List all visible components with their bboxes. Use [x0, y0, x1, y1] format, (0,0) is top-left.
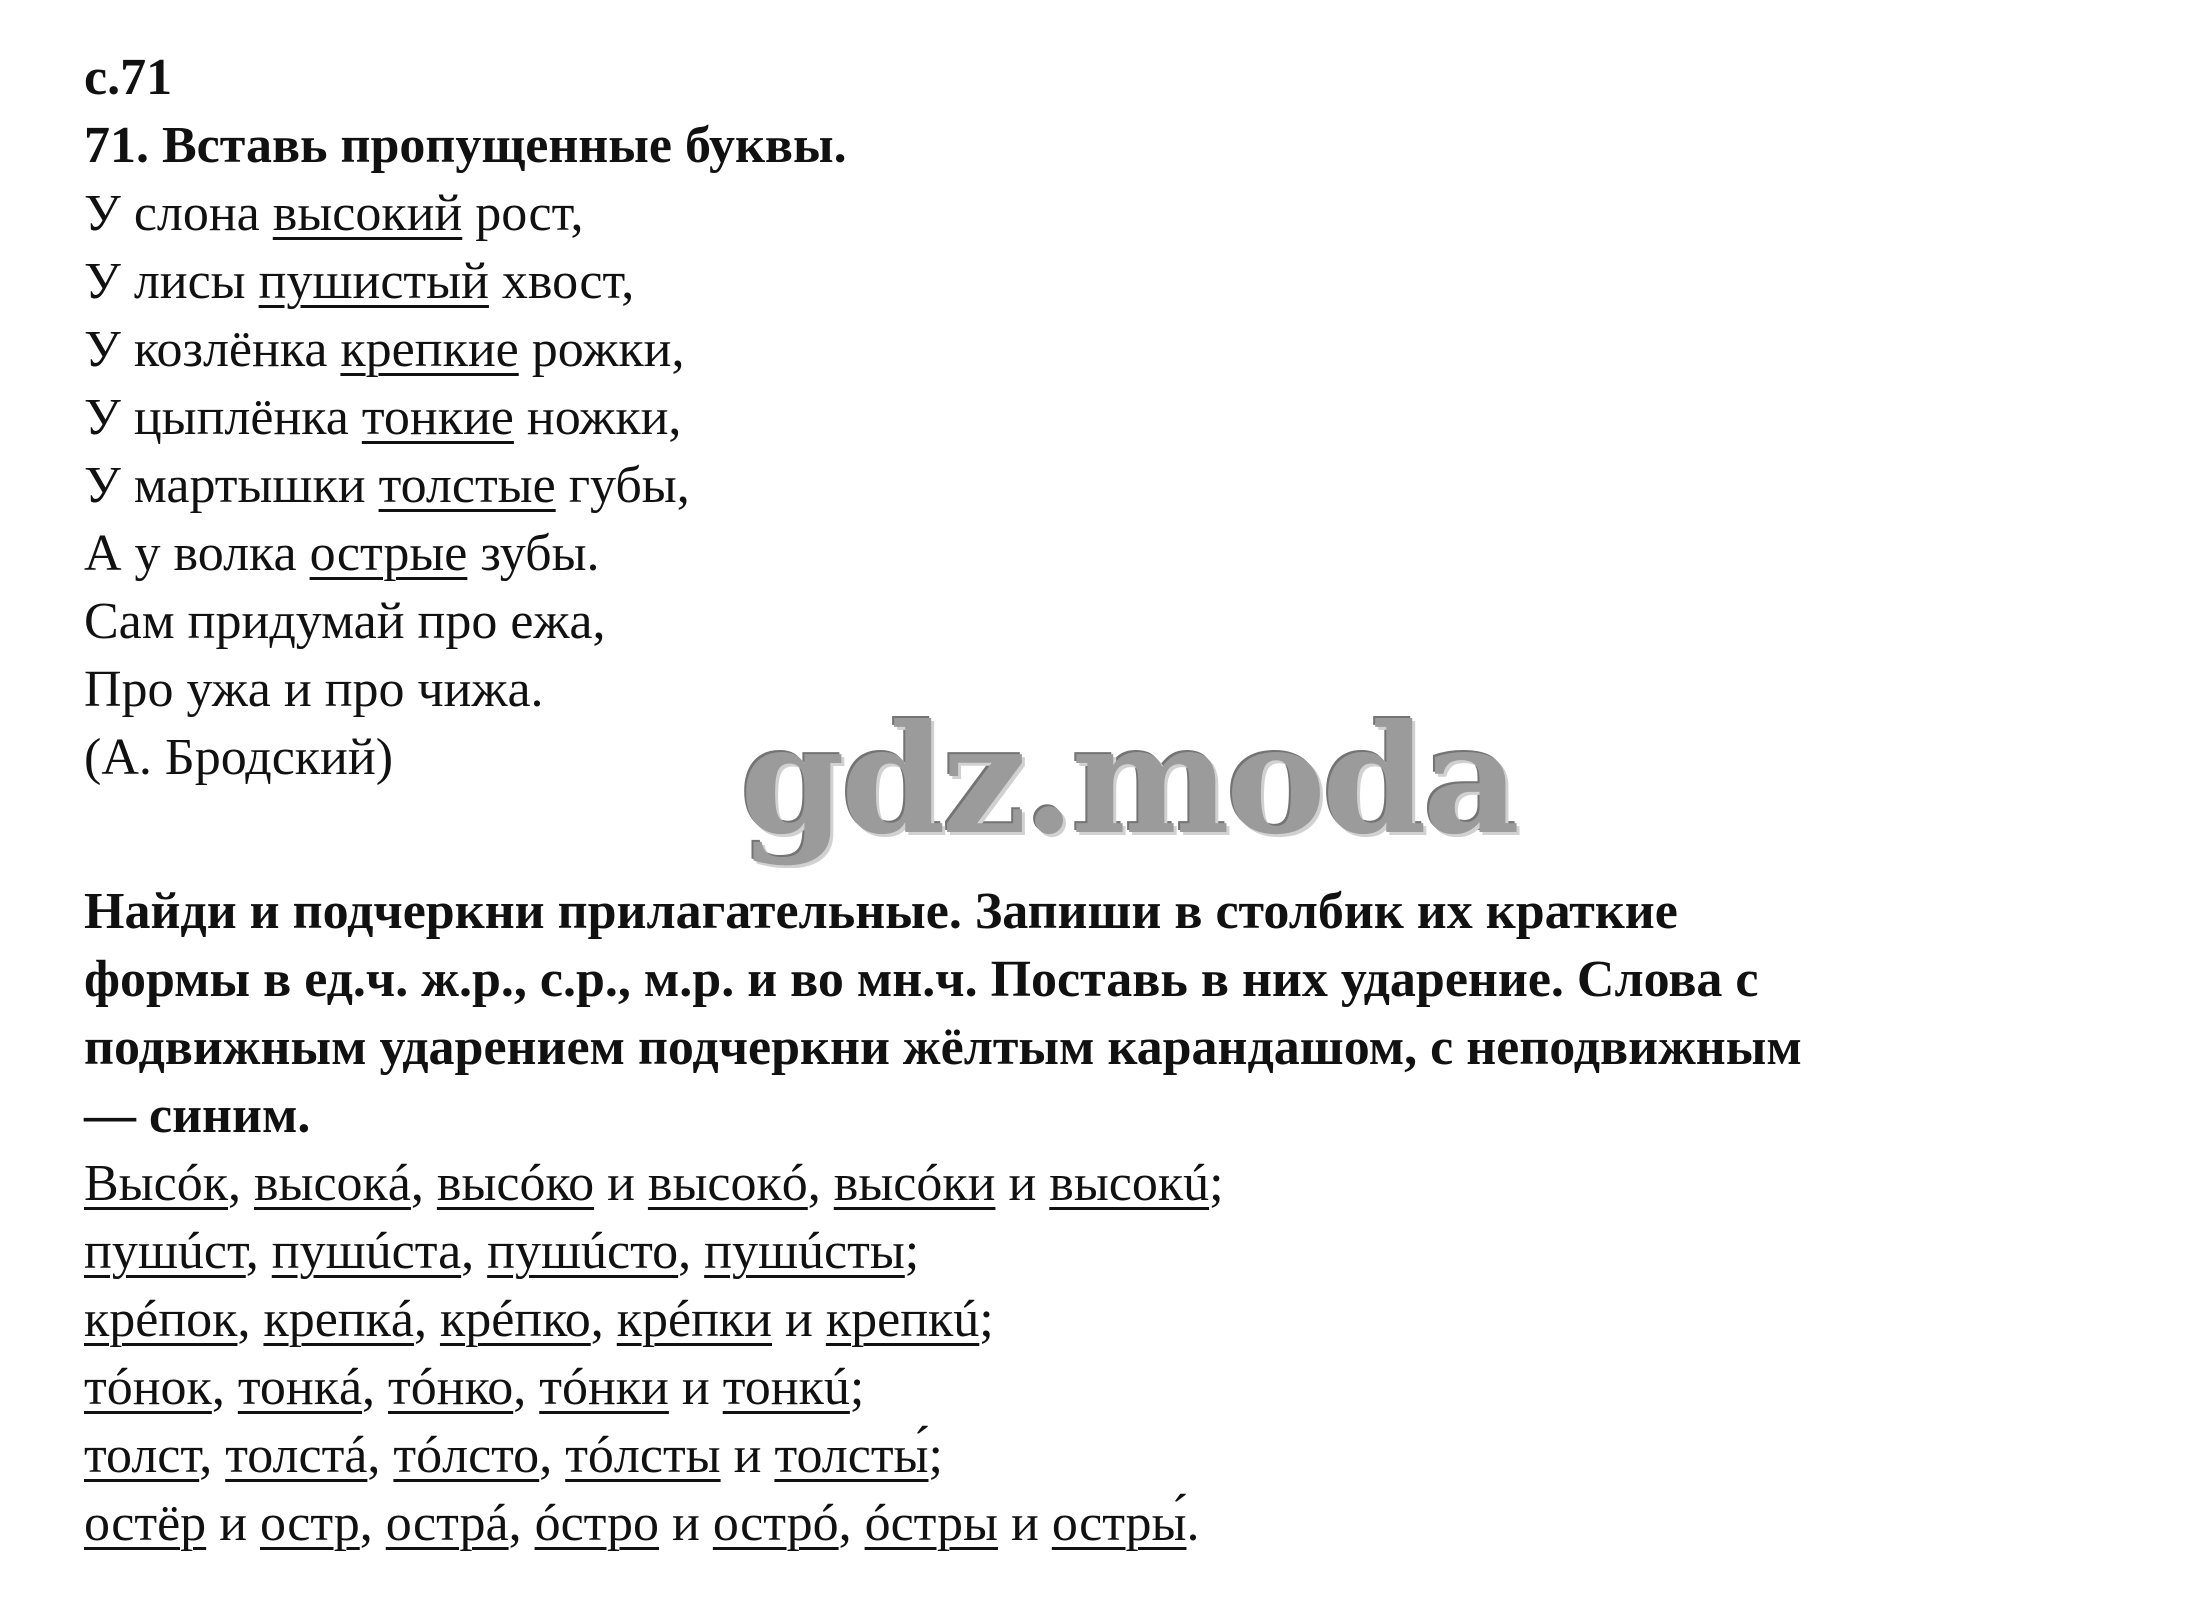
separator: ,	[367, 1427, 394, 1484]
poem-author: (А. Бродский)	[84, 729, 394, 786]
separator: ,	[359, 1495, 386, 1552]
separator: и	[594, 1155, 648, 1212]
separator: и	[659, 1495, 713, 1552]
short-form-word: óстро	[534, 1495, 660, 1552]
short-form-word: пушúста	[271, 1223, 462, 1280]
short-form-word: крéпки	[616, 1291, 773, 1348]
separator: ,	[413, 1291, 440, 1348]
separator: .	[1186, 1495, 1200, 1552]
exercise-heading: 71. Вставь пропущенные буквы.	[84, 117, 847, 174]
separator: ,	[410, 1155, 437, 1212]
short-form-word: тóнок	[84, 1359, 212, 1416]
answer-line	[84, 1422, 2144, 1490]
answer-line	[84, 1150, 2144, 1218]
underlined-adjective: острые	[309, 525, 468, 582]
separator: и	[997, 1495, 1052, 1552]
short-form-word: тóлсты	[565, 1427, 721, 1484]
short-form-word: пушúсты	[704, 1223, 905, 1280]
short-form-word: тонкú	[722, 1359, 850, 1416]
separator: и	[995, 1155, 1050, 1212]
separator: и	[668, 1359, 723, 1416]
short-form-word: острá	[385, 1495, 509, 1552]
page-reference: с.71	[84, 49, 173, 106]
underlined-adjective: пушистый	[258, 253, 489, 310]
watermark-logo: gdz.moda	[740, 692, 1517, 868]
separator: ,	[807, 1155, 834, 1212]
poem-line: У козлёнка крепкие рожки,	[84, 321, 685, 378]
short-form-word: тóнки	[539, 1359, 669, 1416]
separator: ,	[362, 1359, 389, 1416]
separator: и	[720, 1427, 775, 1484]
separator: ,	[245, 1223, 272, 1280]
short-form-word: óстры	[864, 1495, 998, 1552]
separator: и	[772, 1291, 826, 1348]
poem-line: Про ужа и про чижа.	[84, 661, 544, 718]
poem-line: Сам придумай про ежа,	[84, 593, 606, 650]
task-line: — синим.	[84, 1087, 311, 1144]
short-form-word: Высóк	[84, 1155, 228, 1212]
short-form-word: крепкú	[825, 1291, 980, 1348]
short-form-word: толсты́	[774, 1427, 929, 1484]
separator: ,	[227, 1155, 254, 1212]
short-form-word: пушúсто	[487, 1223, 679, 1280]
short-form-word: толстá	[225, 1427, 368, 1484]
separator: ,	[678, 1223, 705, 1280]
separator: ,	[237, 1291, 264, 1348]
underlined-adjective: высокий	[272, 185, 463, 242]
short-form-word: высóко	[436, 1155, 595, 1212]
short-form-word: остёр	[84, 1495, 207, 1552]
poem-line: У слона высокий рост,	[84, 185, 584, 242]
answer-line	[84, 1218, 2144, 1286]
short-form-word: крéпок	[84, 1291, 238, 1348]
poem-line: У лисы пушистый хвост,	[84, 253, 635, 310]
short-form-word: тонкá	[237, 1359, 363, 1416]
short-form-word: крéпко	[439, 1291, 591, 1348]
answer-line	[84, 1490, 2144, 1558]
poem-line: У мартышки толстые губы,	[84, 457, 690, 514]
separator: ,	[590, 1291, 617, 1348]
poem-line: У цыплёнка тонкие ножки,	[84, 389, 682, 446]
answer-block	[84, 1150, 2144, 1558]
answer-line	[84, 1286, 2144, 1354]
separator: ,	[539, 1427, 566, 1484]
separator: ;	[979, 1291, 994, 1348]
separator: ,	[513, 1359, 540, 1416]
short-form-word: высокú	[1049, 1155, 1210, 1212]
poem-line: А у волка острые зубы.	[84, 525, 600, 582]
separator: и	[206, 1495, 261, 1552]
task-line: формы в ед.ч. ж.р., с.р., м.р. и во мн.ч. Поставь в них ударение. Слова с	[84, 951, 1759, 1008]
short-form-word: высокó	[647, 1155, 808, 1212]
short-form-word: толст	[84, 1427, 200, 1484]
separator: ,	[211, 1359, 238, 1416]
separator: ,	[199, 1427, 226, 1484]
separator: ;	[904, 1223, 920, 1280]
underlined-adjective: толстые	[378, 457, 556, 514]
separator: ,	[508, 1495, 535, 1552]
short-form-word: пушúст	[84, 1223, 246, 1280]
underlined-adjective: тонкие	[361, 389, 514, 446]
short-form-word: тóнко	[388, 1359, 514, 1416]
short-form-word: острó	[712, 1495, 839, 1552]
underlined-adjective: крепкие	[340, 321, 519, 378]
separator: ,	[838, 1495, 865, 1552]
separator: ;	[849, 1359, 865, 1416]
short-form-word: остр	[260, 1495, 360, 1552]
short-form-word: тóлсто	[393, 1427, 540, 1484]
task-line: подвижным ударением подчеркни жёлтым карандашом, с неподвижным	[84, 1019, 1802, 1076]
separator: ,	[461, 1223, 488, 1280]
short-form-word: остры́	[1051, 1495, 1187, 1552]
separator: ;	[928, 1427, 943, 1484]
short-form-word: высóки	[833, 1155, 996, 1212]
short-form-word: крепкá	[263, 1291, 414, 1348]
task-line: Найди и подчеркни прилагательные. Запиши в столбик их краткие	[84, 883, 1678, 940]
separator: ;	[1209, 1155, 1224, 1212]
short-form-word: высокá	[253, 1155, 411, 1212]
answer-line	[84, 1354, 2144, 1422]
task-instructions	[84, 878, 2144, 1150]
